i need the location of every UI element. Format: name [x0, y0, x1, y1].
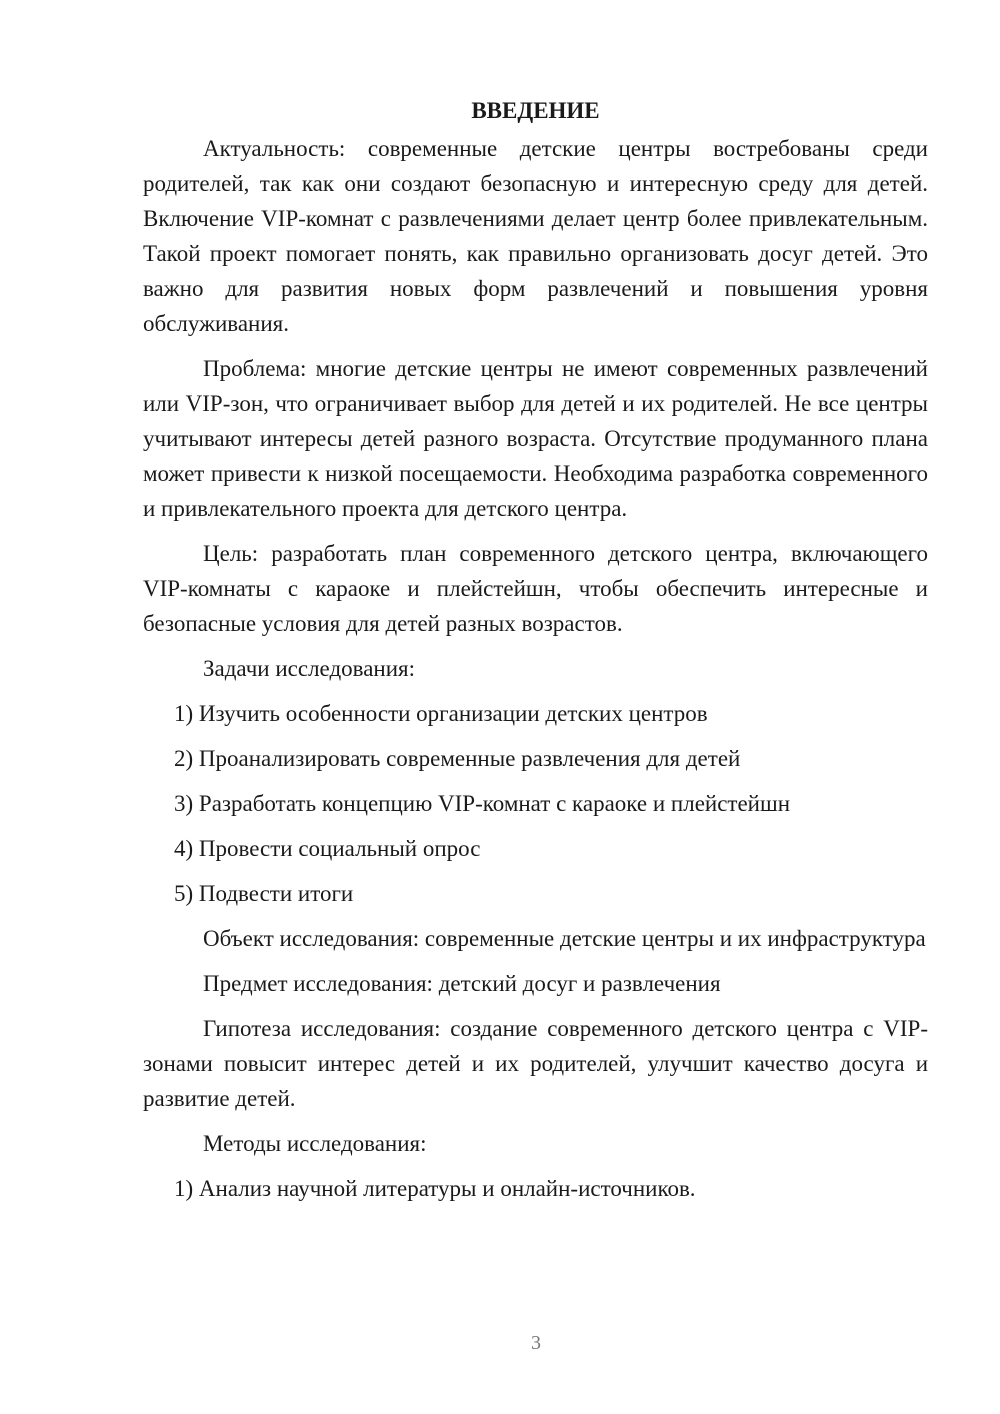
object-paragraph: Объект исследования: современные детские центры и их инфраструктура [203, 926, 926, 951]
tasks-heading: Задачи исследования: [203, 656, 416, 681]
document-body [143, 93, 928, 1216]
list-item: 1) Изучить особенности организации детских центров [174, 701, 708, 726]
page-number: 3 [531, 1332, 541, 1354]
hypothesis-paragraph: Гипотеза исследования: создание современного детского центра с VIP-зонами повысит интерес детей и их родителей, улучшит качество досуга и развитие детей. [143, 1016, 928, 1111]
goal-paragraph: Цель: разработать план современного детского центра, включающего VIP-комнаты с караоке и плейстейшн, чтобы обеспечить интересные и безопасные условия для детей разных возрастов. [143, 541, 928, 636]
subject-paragraph: Предмет исследования: детский досуг и развлечения [203, 971, 721, 996]
problem-paragraph: Проблема: многие детские центры не имеют современных развлечений или VIP-зон, что ограничивает выбор для детей и их родителей. Не все центры учитывают интересы детей разного возраста. Отсутствие продуманного плана может привести к низкой посещаемости. Необходима разработка современного и привлекательного проекта для детского центра. [143, 356, 928, 521]
list-item: 1) Анализ научной литературы и онлайн-источников. [174, 1176, 696, 1201]
section-title: ВВЕДЕНИЕ [471, 98, 600, 123]
list-item: 5) Подвести итоги [174, 881, 354, 906]
relevance-paragraph: Актуальность: современные детские центры востребованы среди родителей, так как они создают безопасную и интересную среду для детей. Включение VIP-комнат с развлечениями делает центр более привлекательным. Такой проект помогает понять, как правильно организовать досуг детей. Это важно для развития новых форм развлечений и повышения уровня обслуживания. [143, 136, 928, 336]
tasks-list [143, 696, 928, 911]
list-item: 2) Проанализировать современные развлечения для детей [174, 746, 741, 771]
list-item: 3) Разработать концепцию VIP-комнат с караоке и плейстейшн [174, 791, 791, 816]
methods-heading: Методы исследования: [203, 1131, 427, 1156]
list-item: 4) Провести социальный опрос [174, 836, 481, 861]
methods-list [143, 1171, 928, 1206]
